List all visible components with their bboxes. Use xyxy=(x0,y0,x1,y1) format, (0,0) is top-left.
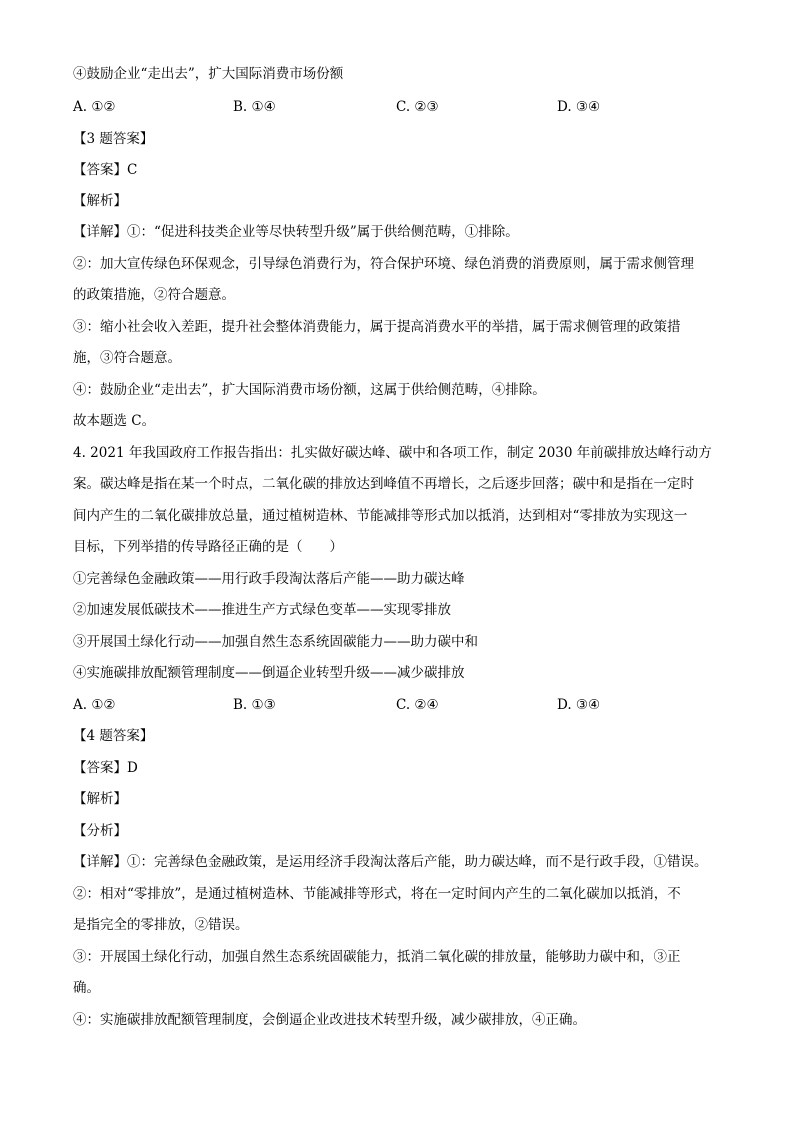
q3-analysis-label: 【解析】 xyxy=(73,193,127,209)
q3-choice-b: B. ①④ xyxy=(233,99,276,115)
q4-stem-line: 案。碳达峰是指在某一个时点，二氧化碳的排放达到峰值不再增长，之后逐步回落；碳中和是指在一定时 xyxy=(73,476,694,492)
q4-option-4: ④实施碳排放配额管理制度——倒逼企业转型升级——减少碳排放 xyxy=(73,665,465,681)
q3-detail-line: ④：鼓励企业“走出去”，扩大国际消费市场份额，这属于供给侧范畴，④排除。 xyxy=(73,382,546,398)
q3-choice-d: D. ③④ xyxy=(557,99,601,115)
q3-conclusion: 故本题选 C。 xyxy=(73,413,156,429)
q3-detail-line: 施，③符合题意。 xyxy=(73,350,181,366)
q4-detail-line: 是指完全的零排放，②错误。 xyxy=(73,917,249,933)
q4-choice-b: B. ①③ xyxy=(233,697,276,713)
q4-stem-line: 间内产生的二氧化碳排放总量，通过植树造林、节能减排等形式加以抵消，达到相对“零排放为实现这一 xyxy=(73,508,688,524)
q3-answer: 【答案】C xyxy=(73,162,138,178)
q3-choice-c: C. ②③ xyxy=(396,99,439,115)
q4-detail-line: 确。 xyxy=(73,980,100,996)
q3-answer-header: 【3 题答案】 xyxy=(73,131,154,147)
q4-option-2: ②加速发展低碳技术——推进生产方式绿色变革——实现零排放 xyxy=(73,602,451,618)
q3-detail-line: ②：加大宣传绿色环保观念，引导绿色消费行为，符合保护环境、绿色消费的消费原则，属于需求侧管理 xyxy=(73,256,694,272)
q4-choice-c: C. ②④ xyxy=(396,697,439,713)
q4-choice-a: A. ①② xyxy=(73,697,116,713)
q3-detail-line: ③：缩小社会收入差距，提升社会整体消费能力，属于提高消费水平的举措，属于需求侧管理的政策措 xyxy=(73,319,681,335)
q4-detail-line: 【详解】①：完善绿色金融政策，是运用经济手段淘汰落后产能，助力碳达峰，而不是行政手段，①错误。 xyxy=(73,854,708,870)
q4-detail-line: ④：实施碳排放配额管理制度，会倒逼企业改进技术转型升级，减少碳排放，④正确。 xyxy=(73,1012,586,1028)
q3-choice-a: A. ①② xyxy=(73,99,116,115)
q4-option-1: ①完善绿色金融政策——用行政手段淘汰落后产能——助力碳达峰 xyxy=(73,571,465,587)
q4-stem-line: 目标，下列举措的传导路径正确的是（ ） xyxy=(73,539,343,555)
q3-option-4: ④鼓励企业“走出去”，扩大国际消费市场份额 xyxy=(73,66,344,82)
q4-fenxi-label: 【分析】 xyxy=(73,823,127,839)
q4-detail-line: ②：相对“零排放”，是通过植树造林、节能减排等形式，将在一定时间内产生的二氧化碳加以抵消，不 xyxy=(73,886,681,902)
q3-detail-line: 的政策措施，②符合题意。 xyxy=(73,287,235,303)
q4-answer: 【答案】D xyxy=(73,760,138,776)
q3-detail-line: 【详解】①：“促进科技类企业等尽快转型升级”属于供给侧范畴，①排除。 xyxy=(73,224,519,240)
q4-choice-d: D. ③④ xyxy=(557,697,601,713)
q4-analysis-label: 【解析】 xyxy=(73,791,127,807)
q4-detail-line: ③：开展国土绿化行动，加强自然生态系统固碳能力，抵消二氧化碳的排放量，能够助力碳中和，③正 xyxy=(73,949,681,965)
q4-stem-line: 4. 2021 年我国政府工作报告指出：扎实做好碳达峰、碳中和各项工作，制定 2030 年前碳排放达峰行动方 xyxy=(73,445,712,461)
q4-answer-header: 【4 题答案】 xyxy=(73,728,154,744)
q4-option-3: ③开展国土绿化行动——加强自然生态系统固碳能力——助力碳中和 xyxy=(73,634,478,650)
